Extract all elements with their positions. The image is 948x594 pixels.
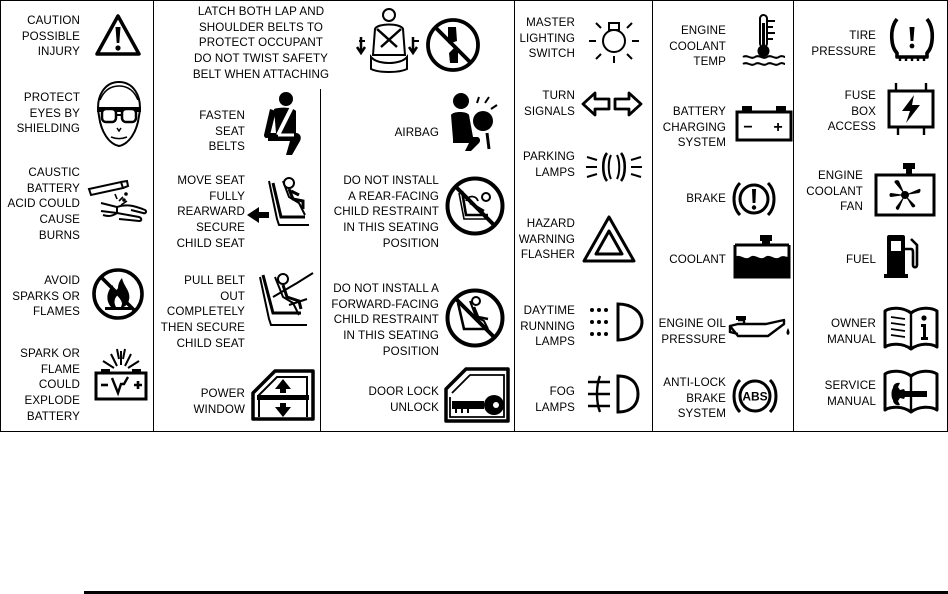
label-oil-pressure: ENGINE OIL PRESSURE: [658, 317, 726, 346]
label-coolant-fan: ENGINE COOLANT FAN: [806, 169, 863, 214]
label-fuse-box: FUSE BOX ACCESS: [827, 89, 876, 134]
service-manual-wrench-icon: [883, 368, 939, 416]
goggles-face-icon: [91, 78, 147, 150]
battery-icon: [734, 103, 794, 143]
column-divider: [514, 1, 515, 431]
battery-minus-glyph: −: [743, 119, 753, 136]
parking-lamps-icon: [585, 149, 643, 185]
label-pull-belt: PULL BELT OUT COMPLETELY THEN SECURE CHILD SEAT: [160, 274, 245, 350]
label-move-seat: MOVE SEAT FULLY REARWARD SECURE CHILD SEAT: [176, 174, 245, 250]
airbag-icon: [447, 91, 499, 151]
label-protect-eyes: PROTECT EYES BY SHIELDING: [16, 91, 80, 136]
no-flames-icon: [91, 267, 145, 321]
daytime-running-lamps-icon: [584, 300, 646, 344]
label-hazard-flasher: HAZARD WARNING FLASHER: [518, 217, 575, 262]
label-parking-lamps: PARKING LAMPS: [522, 150, 575, 179]
lighting-switch-icon: [588, 13, 640, 65]
label-antilock-brake: ANTI-LOCK BRAKE SYSTEM: [663, 376, 726, 421]
battery-plus-glyph: +: [773, 119, 783, 136]
column-divider: [320, 89, 321, 431]
acid-burn-hand-icon: [87, 177, 151, 227]
child-seat-belt-icon: [259, 269, 315, 335]
label-brake: BRAKE: [686, 192, 726, 205]
column-divider: [153, 1, 154, 431]
belt-attach-icon: [355, 7, 423, 77]
oil-can-icon: [728, 310, 792, 344]
abs-text: ABS: [742, 389, 768, 404]
label-coolant-temp: ENGINE COOLANT TEMP: [669, 24, 726, 69]
no-rear-facing-seat-icon: [444, 175, 506, 237]
label-caustic-acid: CAUSTIC BATTERY ACID COULD CAUSE BURNS: [7, 166, 80, 242]
fuse-box-icon: [886, 81, 936, 137]
fog-lamp-icon: [586, 372, 642, 416]
seat-belt-icon: [256, 91, 308, 157]
coolant-reservoir-icon: [732, 233, 792, 279]
fuel-pump-icon: [881, 233, 925, 279]
turn-signal-arrows-icon: [581, 90, 643, 118]
label-power-window: POWER WINDOW: [193, 387, 245, 416]
tire-pressure-icon: [887, 13, 937, 63]
label-daytime-running: DAYTIME RUNNING LAMPS: [520, 304, 575, 349]
label-door-lock: DOOR LOCK UNLOCK: [368, 385, 439, 414]
label-caution: CAUTION POSSIBLE INJURY: [21, 14, 80, 59]
power-window-icon: [251, 369, 315, 421]
no-twisted-belt-icon: [425, 17, 481, 73]
column-divider: [652, 1, 653, 431]
brake-warning-icon: [732, 177, 776, 221]
label-turn-signals: TURN SIGNALS: [524, 89, 575, 118]
label-owner-manual: OWNER MANUAL: [827, 317, 876, 346]
label-fasten-belts: FASTEN SEAT BELTS: [199, 109, 245, 154]
owner-manual-book-icon: [883, 305, 939, 351]
label-master-lighting: MASTER LIGHTING SWITCH: [519, 16, 575, 61]
label-spark-explode: SPARK OR FLAME COULD EXPLODE BATTERY: [20, 347, 80, 423]
label-fog-lamps: FOG LAMPS: [535, 385, 575, 414]
label-battery-charging: BATTERY CHARGING SYSTEM: [662, 105, 726, 150]
door-lock-key-icon: [444, 367, 510, 423]
coolant-temperature-icon: [741, 13, 787, 67]
seat-rearward-icon: [245, 173, 317, 233]
label-avoid-sparks: AVOID SPARKS OR FLAMES: [12, 274, 80, 319]
label-coolant: COOLANT: [669, 253, 726, 266]
label-no-forward-facing: DO NOT INSTALL A FORWARD-FACING CHILD RESTRAINT IN THIS SEATING POSITION: [331, 282, 439, 358]
coolant-fan-icon: [873, 161, 937, 217]
no-forward-facing-seat-icon: [444, 287, 506, 349]
label-latch-belts: LATCH BOTH LAP AND SHOULDER BELTS TO PROTECT OCCUPANT DO NOT TWIST SAFETY BELT WHEN ATTACHING: [192, 5, 330, 81]
hazard-triangle-icon: [582, 214, 636, 264]
label-fuel: FUEL: [845, 253, 876, 266]
warning-triangle-icon: [95, 13, 141, 57]
label-tire-pressure: TIRE PRESSURE: [811, 29, 876, 58]
abs-warning-icon: [732, 374, 778, 418]
battery-explosion-icon: [93, 349, 149, 401]
column-divider: [793, 1, 794, 431]
label-service-manual: SERVICE MANUAL: [824, 379, 876, 408]
label-airbag: AIRBAG: [394, 126, 439, 139]
label-no-rear-facing: DO NOT INSTALL A REAR-FACING CHILD RESTRAINT IN THIS SEATING POSITION: [333, 174, 439, 250]
